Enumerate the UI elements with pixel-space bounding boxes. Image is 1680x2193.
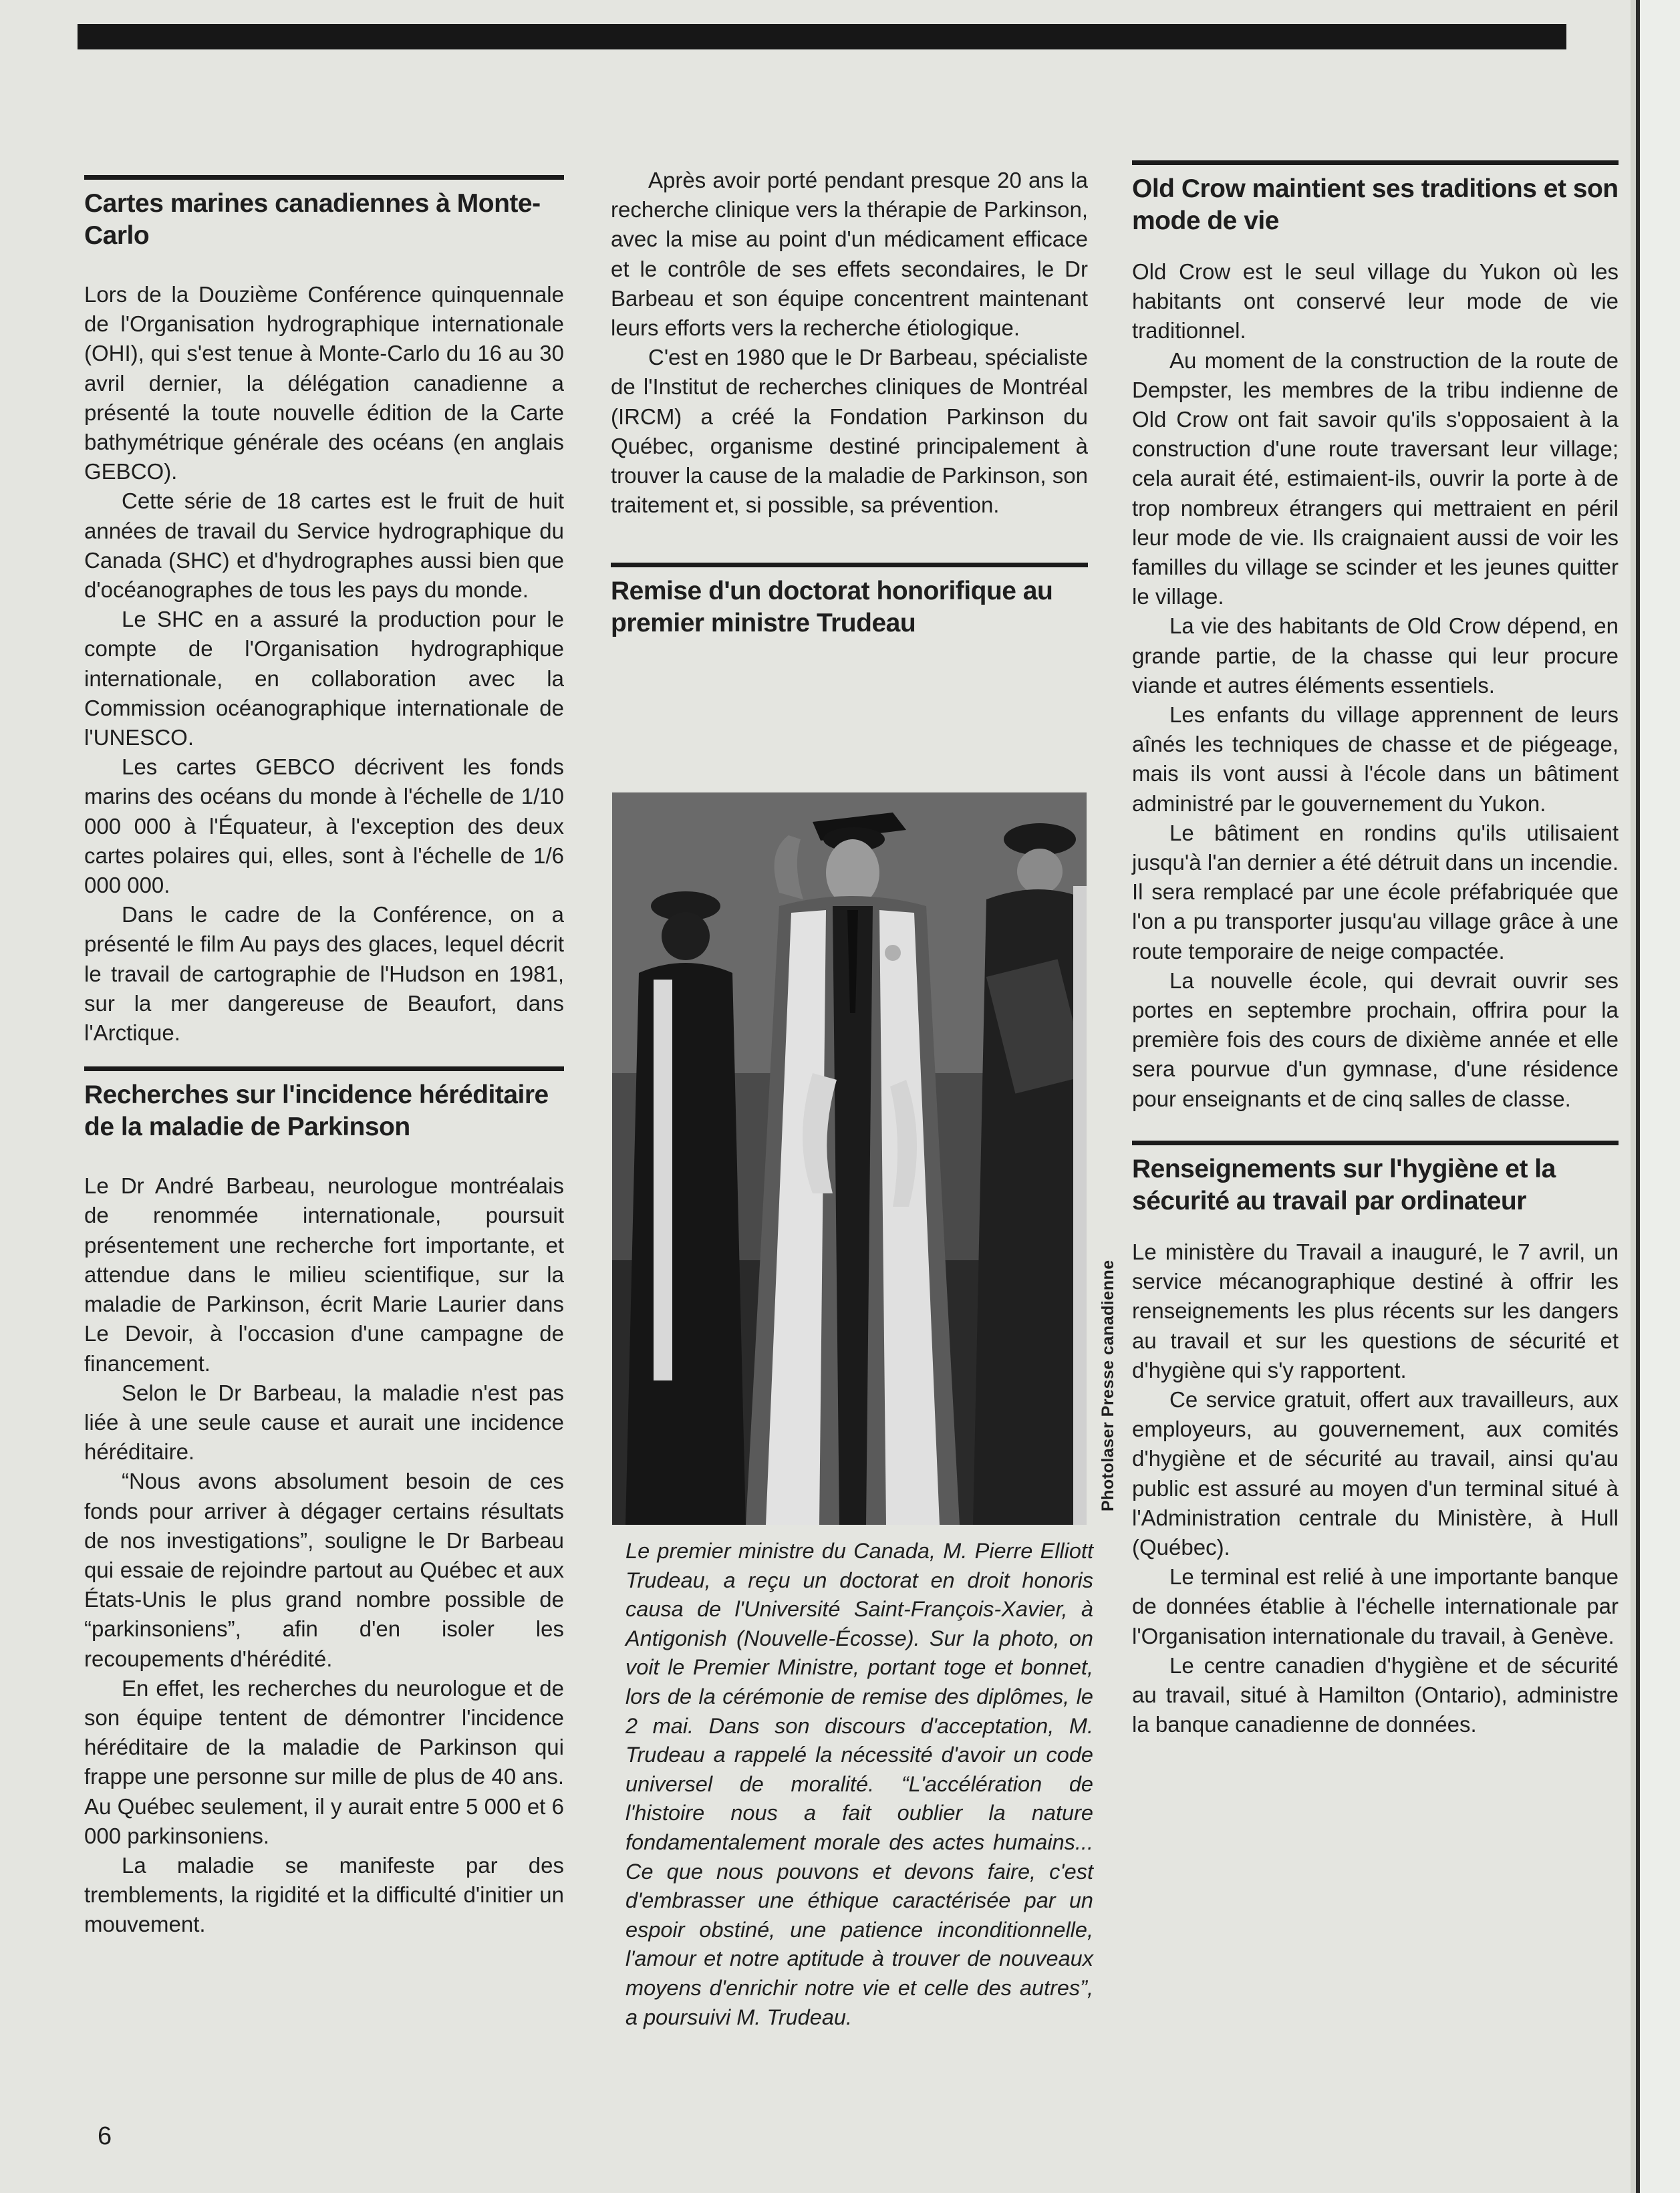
- paragraph: Selon le Dr Barbeau, la maladie n'est pas liée à une seule cause et aurait une incidence héréditaire.: [84, 1380, 564, 1465]
- adjacent-page-edge: [1636, 0, 1680, 2193]
- paragraph: Le ministère du Travail a inauguré, le 7 avril, un service mécanographique destiné à offrir les renseignements les plus récents sur les dangers au travail et sur les questions de sécurité et d'hygiène qui s'y rapportent.: [1132, 1239, 1619, 1382]
- paragraph: Ce service gratuit, offert aux travailleurs, aux employeurs, au gouvernement, aux comités d'hygiène et de sécurité au travail, ainsi qu'au public est assuré au moyen d'un terminal situé à l'Administration centrale du Ministère, à Hull (Québec).: [1132, 1386, 1619, 1560]
- paragraph: Le Dr André Barbeau, neurologue montréalais de renommée internationale, poursuit présentement une recherche fort importante, et attendue dans le milieu scientifique, sur la maladie de Parkinson, écrit Marie Laurier dans Le Devoir, à l'occasion d'une campagne de financement.: [84, 1173, 564, 1376]
- article-rule: [1132, 160, 1619, 165]
- left-figure-hood-stripe: [654, 980, 672, 1380]
- paragraph: La vie des habitants de Old Crow dépend, en grande partie, de la chasse qui leur procure viande et autres éléments essentiels.: [1132, 613, 1619, 698]
- paragraph: Le terminal est relié à une importante banque de données établie à l'échelle internationale par l'Organisation internationale du travail, à Genève.: [1132, 1564, 1619, 1648]
- page-number: 6: [98, 2122, 112, 2150]
- paragraph: “Nous avons absolument besoin de ces fonds pour arriver à dégager certains résultats de nos investigations”, souligne le Dr Barbeau qui essaie de rejoindre partout au Québec et aux États-Unis le plus grand nombre possible de “parkinsoniens”, afin d'en isoler les recoupements d'hérédité.: [84, 1469, 564, 1671]
- paragraph: Cette série de 18 cartes est le fruit de huit années de travail du Service hydrographique du Canada (SHC) et d'hydrographes aussi bien que d'océanographes de tous les pays du monde.: [84, 488, 564, 603]
- paragraph: Les cartes GEBCO décrivent les fonds marins des océans du monde à l'échelle de 1/10 000 000 à l'Équateur, à l'exception des deux cartes polaires qui, elles, sont à l'échelle de 1/6 000 000.: [84, 754, 564, 898]
- column-3: [1132, 160, 1619, 1739]
- article-title-parkinson: Recherches sur l'incidence héréditaire de la maladie de Parkinson: [84, 1080, 549, 1142]
- right-figure-head: [1017, 849, 1063, 894]
- article-title-monte-carlo: Cartes marines canadiennes à Monte-Carlo: [84, 189, 541, 250]
- article-rule: [84, 1066, 564, 1071]
- paragraph: Les enfants du village apprennent de leurs aînés les techniques de chasse et de piégeage, mais ils vont aussi à l'école dans un bâtiment administré par le gouvernement du Yukon.: [1132, 702, 1619, 816]
- paragraph: C'est en 1980 que le Dr Barbeau, spécialiste de l'Institut de recherches cliniques de Montréal (IRCM) a créé la Fondation Parkinson du Québec, organisme destiné principalement à trouver la cause de la maladie de Parkinson, son traitement et, si possible, sa prévention.: [611, 345, 1088, 518]
- trudeau-doctorate-photograph: [612, 792, 1087, 1525]
- paragraph: Lors de la Douzième Conférence quinquennale de l'Organisation hydrographique internationale (OHI), qui s'est tenue à Monte-Carlo du 16 au 30 avril dernier, la délégation canadienne a présenté la toute nouvelle édition de la Carte bathymétrique générale des océans (en anglais GEBCO).: [84, 282, 564, 484]
- article-rule: [1132, 1141, 1619, 1145]
- article-title-trudeau: Remise d'un doctorat honorifique au premier ministre Trudeau: [611, 577, 1053, 638]
- header-bar: [78, 24, 1566, 49]
- paragraph: La nouvelle école, qui devrait ouvrir ses portes en septembre prochain, offrira pour la première fois des cours de dixième année et elle sera pourvue d'un gymnase, d'une résidence pour enseignants et de cinq salles de classe.: [1132, 968, 1619, 1111]
- paragraph: La maladie se manifeste par des tremblements, la rigidité et la difficulté d'initier un mouvement.: [84, 1852, 564, 1937]
- paragraph: Après avoir porté pendant presque 20 ans la recherche clinique vers la thérapie de Parkinson, avec la mise au point d'un médicament efficace et le contrôle de ses effets secondaires, le Dr Barbeau et son équipe concentrent maintenant leurs efforts vers la recherche étiologique.: [611, 168, 1088, 341]
- column-1: [84, 175, 564, 1940]
- paragraph: Le SHC en a assuré la production pour le compte de l'Organisation hydrographique internationale, en collaboration avec la Commission océanographique internationale de l'UNESCO.: [84, 607, 564, 750]
- paragraph: Le centre canadien d'hygiène et de sécurité au travail, situé à Hamilton (Ontario), administre la banque canadienne de données.: [1132, 1652, 1619, 1737]
- article-title-hygiene: Renseignements sur l'hygiène et la sécurité au travail par ordinateur: [1132, 1154, 1556, 1215]
- paragraph: Dans le cadre de la Conférence, on a présenté le film Au pays des glaces, lequel décrit le travail de cartographie de l'Hudson en 1981, sur la mer dangereuse de Beaufort, dans l'Arctique.: [84, 902, 564, 1046]
- photo-caption: Le premier ministre du Canada, M. Pierre Elliott Trudeau, a reçu un doctorat en droit honoris causa de l'Université Saint-François-Xavier, à Antigonish (Nouvelle-Écosse). Sur la photo, on voit le Premier Ministre, portant toge et bonnet, lors de la cérémonie de remise des diplômes, le 2 mai. Dans son discours d'acceptation, M. Trudeau a rappelé la nécessité d'avoir un code universel de moralité. “L'accélération de l'histoire nous a fait oublier la nature fondamentalement morale des actes humains... Ce que nous pouvons et devons faire, c'est d'embrasser une éthique caractérisée par un espoir obstiné, une patience inconditionnelle, l'amour et notre aptitude à trouver de nouveaux moyens d'enrichir notre vie et celle des autres”, a poursuivi M. Trudeau.: [625, 1539, 1093, 2029]
- left-figure-gown: [625, 963, 746, 1525]
- paragraph: En effet, les recherches du neurologue et de son équipe tentent de démontrer l'incidence héréditaire de la maladie de Parkinson qui frappe une personne sur mille de plus de 40 ans. Au Québec seulement, il y aurait entre 5 000 et 6 000 parkinsoniens.: [84, 1675, 564, 1848]
- left-figure-head: [662, 912, 710, 960]
- paragraph: Le bâtiment en rondins qu'ils utilisaient jusqu'à l'an dernier a été détruit dans un incendie. Il sera remplacé par une école préfabriquée que l'on a pu transporter jusqu'au village grâce à une route temporaire de neige compactée.: [1132, 820, 1619, 964]
- right-figure-hood-stripe: [1073, 886, 1087, 1525]
- trudeau-boutonniere: [885, 945, 901, 961]
- paragraph: Old Crow est le seul village du Yukon où les habitants ont conservé leur mode de vie traditionnel.: [1132, 259, 1619, 343]
- column-2: [611, 166, 1088, 662]
- article-rule: [84, 175, 564, 180]
- photo-credit: Photolaser Presse canadienne: [1099, 1260, 1117, 1511]
- article-title-old-crow: Old Crow maintient ses traditions et son mode de vie: [1132, 174, 1619, 235]
- article-rule: [611, 563, 1088, 567]
- paragraph: Au moment de la construction de la route de Dempster, les membres de la tribu indienne de Old Crow ont fait savoir qu'ils s'opposaient à la construction d'une route traversant leur village; cela aurait été, estimaient-ils, ouvrir la porte à de trop nombreux étrangers qui mettraient en péril leur mode de vie. Ils craignaient aussi de voir les familles du village se scinder et les jeunes quitter le village.: [1132, 347, 1619, 609]
